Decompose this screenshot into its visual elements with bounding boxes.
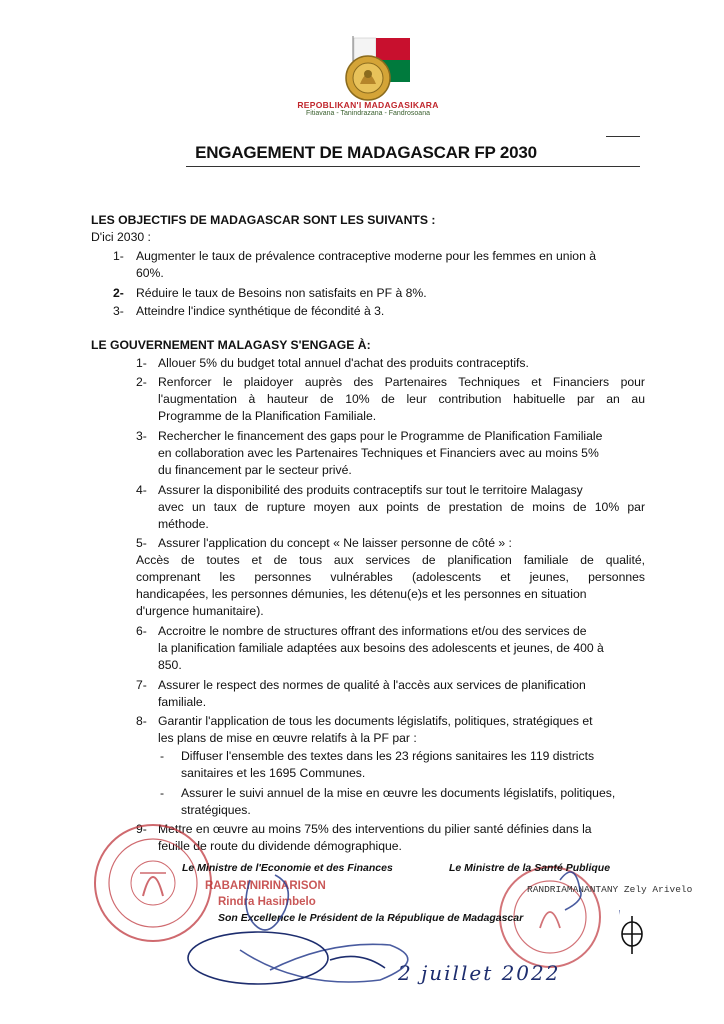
commitment-line: 850. [158,658,182,672]
divider [606,136,640,137]
commitment-line: la planification familiale adaptées aux besoins des adolescents et jeunes, de 400 à [158,641,604,655]
health-minister-name: RANDRIAMANANTANY Zely Arivelo [527,884,693,895]
commitment-line: Garantir l'application de tous les documents législatifs, politiques, stratégiques et [158,714,593,728]
commitment-number: 6- [136,624,147,638]
objective-line: Réduire le taux de Besoins non satisfaits en PF à 8%. [136,286,427,300]
objective-number: 2- [113,286,124,300]
commitment-line: feuille de route du dividende démographique. [158,839,402,853]
objective-line: Atteindre l'indice synthétique de fécondité à 3. [136,304,385,318]
commitment-number: 4- [136,483,147,497]
sub-item-dash: - [160,786,165,800]
commitment-line: Renforcer le plaidoyer auprès des Partenaires Techniques et Financiers pour [158,375,645,389]
document-title: ENGAGEMENT DE MADAGASCAR FP 2030 [195,143,537,162]
commitment-number: 9- [136,822,147,836]
handwritten-date: 2 juillet 2022 [398,961,561,985]
sub-item-dash: - [160,749,165,763]
objective-number: 1- [113,249,124,263]
sub-item-line: sanitaires et les 1695 Communes. [181,766,366,780]
minister-economy-title: Le Ministre de l'Economie et des Finances [182,862,393,874]
objective-line: Augmenter le taux de prévalence contraceptive moderne pour les femmes en union à [136,249,597,263]
minister-health-title: Le Ministre de la Santé Publique [449,862,611,874]
sub-item-line: Diffuser l'ensemble des textes dans les 23 régions sanitaires les 119 districts [181,749,595,763]
commitment-line: Assurer l'application du concept « Ne laisser personne de côté » : [158,536,512,550]
president-title: Son Excellence le Président de la République de Madagascar [218,912,524,924]
madagascar-seal-icon [318,34,418,104]
objectives-heading: LES OBJECTIFS DE MADAGASCAR SONT LES SUIVANTS : [91,213,436,227]
initial-mark-icon [618,912,646,956]
objective-line: 60%. [136,266,164,280]
divider [186,166,640,167]
commitment-line: Rechercher le financement des gaps pour le Programme de Planification Familiale [158,429,603,443]
objectives-intro: D'ici 2030 : [91,230,151,244]
economy-minister-name: RABARINIRINARISON [205,880,326,892]
commitment-line: Mettre en œuvre au moins 75% des interventions du pilier santé définies dans la [158,822,592,836]
commitment-line: familiale. [158,695,207,709]
commitment-number: 5- [136,536,147,550]
commitment-line: avec un taux de rupture moyen aux points de prestation de moins de 10% par [158,500,645,514]
commitment-number: 8- [136,714,147,728]
objective-number: 3- [113,304,124,318]
commitment-paragraph-line: comprenant les personnes vulnérables (adolescents et jeunes, personnes [136,570,645,584]
commitment-paragraph-line: handicapées, les personnes démunies, les détenu(e)s et les personnes en situation [136,587,587,601]
commitments-heading: LE GOUVERNEMENT MALAGASY S'ENGAGE À: [91,338,371,352]
commitment-line: Assurer la disponibilité des produits contraceptifs sur tout le territoire Malagasy [158,483,583,497]
commitment-line: l'augmentation à hauteur de 10% de leur contribution habituelle par an au [158,392,645,406]
economy-minister-firstname: Rindra Hasimbelo [218,896,316,908]
commitment-line: Assurer le respect des normes de qualité à l'accès aux services de planification [158,678,586,692]
commitment-paragraph-line: d'urgence humanitaire). [136,604,264,618]
commitment-line: méthode. [158,517,209,531]
commitment-line: Allouer 5% du budget total annuel d'achat des produits contraceptifs. [158,356,529,370]
republic-motto: Fitiavana - Tanindrazana - Fandrosoana [305,110,430,117]
commitment-paragraph-line: Accès de toutes et de tous aux services de planification familiale de qualité, [136,553,645,567]
sub-item-line: Assurer le suivi annuel de la mise en œuvre les documents législatifs, politiques, [181,786,616,800]
commitment-line: les plans de mise en œuvre relatifs à la PF par : [158,731,417,745]
commitment-line: Programme de la Planification Familiale. [158,409,377,423]
commitment-line: en collaboration avec les Partenaires Techniques et Financiers avec au moins 5% [158,446,599,460]
commitment-line: du financement par le secteur privé. [158,463,352,477]
commitment-number: 3- [136,429,147,443]
commitment-line: Accroitre le nombre de structures offrant des informations et/ou des services de [158,624,587,638]
commitment-number: 2- [136,375,147,389]
commitment-number: 7- [136,678,147,692]
republic-name: REPOBLIKAN'I MADAGASIKARA [297,100,439,110]
commitment-number: 1- [136,356,147,370]
sub-item-line: stratégiques. [181,803,251,817]
